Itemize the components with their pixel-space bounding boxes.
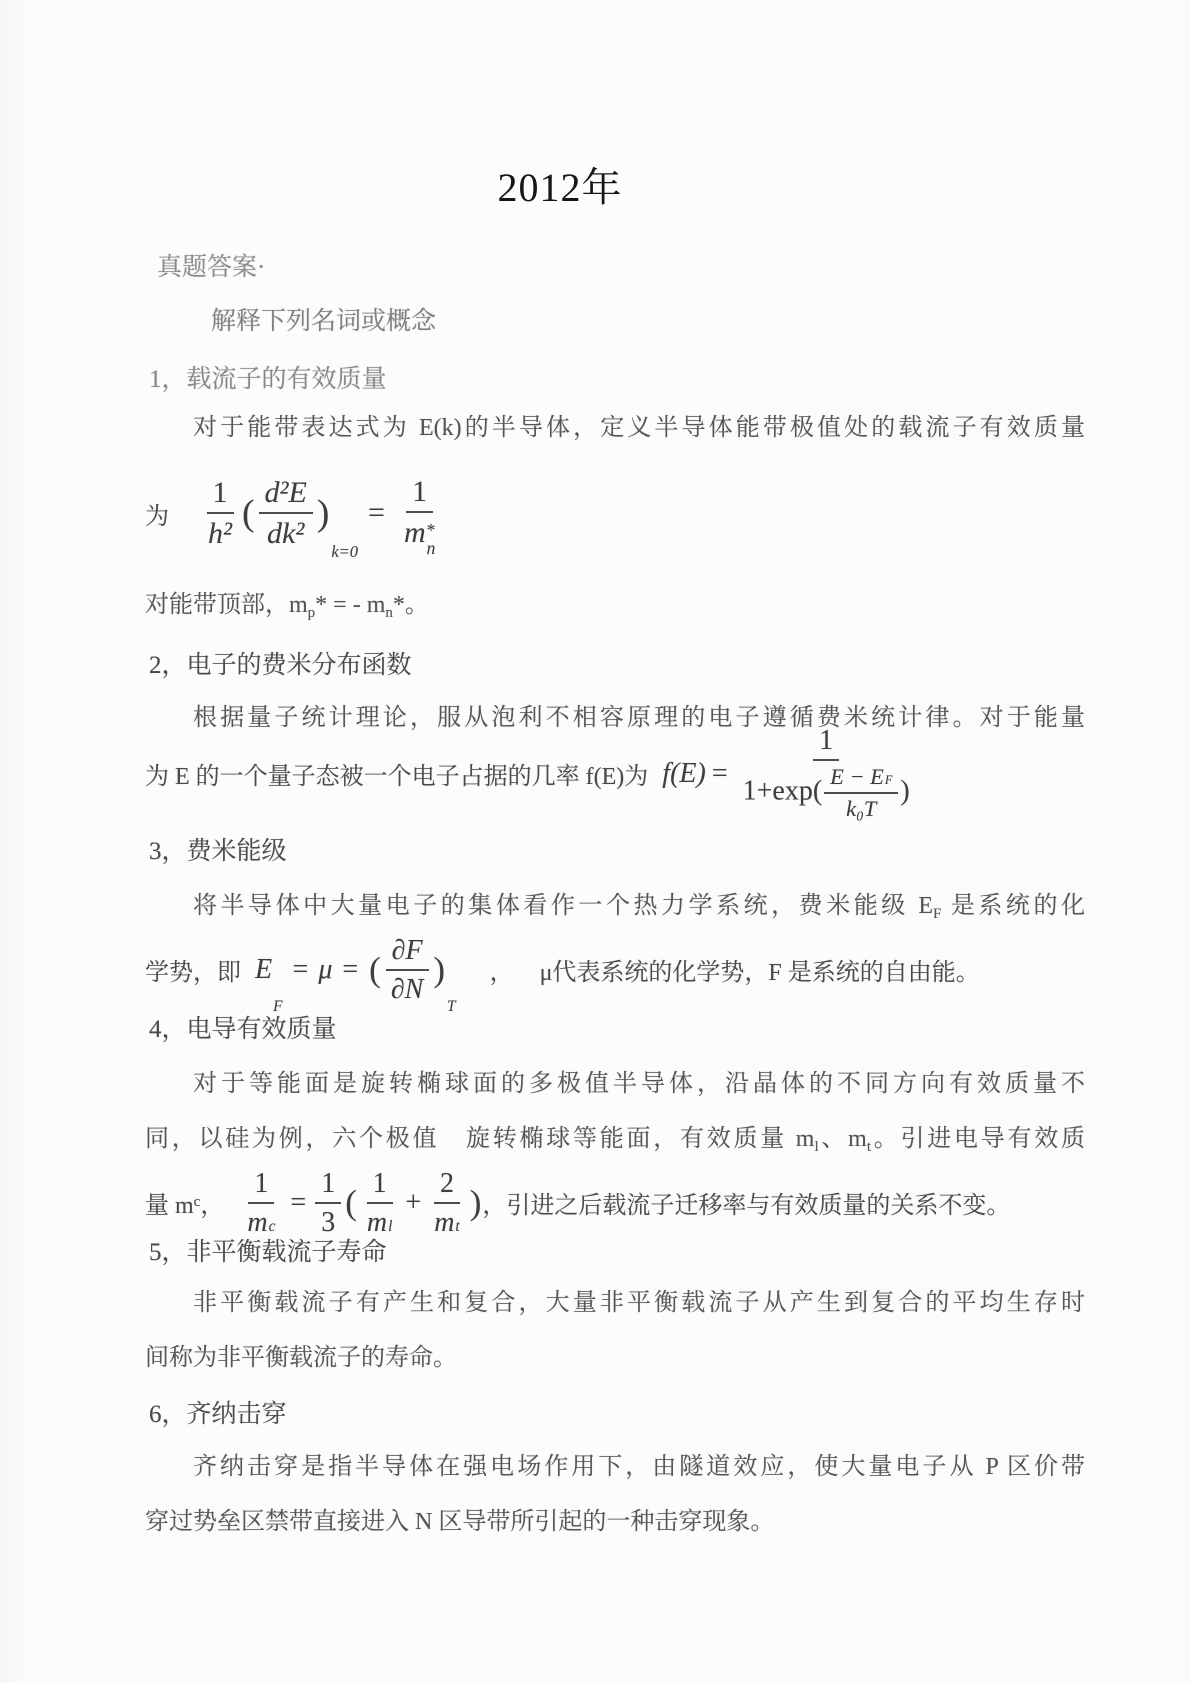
equals-sign: = bbox=[290, 1186, 307, 1218]
section-3-heading: 3，费米能级 bbox=[149, 838, 287, 865]
effective-mass-formula bbox=[199, 472, 444, 562]
T-subscript: T bbox=[447, 997, 456, 1015]
text-piece: 为 E 的一个量子态被一个电子占据的几率 f(E)为 bbox=[145, 764, 649, 790]
f-of-E: f(E) bbox=[662, 757, 706, 789]
close-paren: ) bbox=[433, 949, 445, 989]
section-5-paragraph-2: 间称为非平衡载流子的寿命。 bbox=[145, 1345, 457, 1371]
text-piece: 量 m bbox=[145, 1193, 194, 1219]
denominator: dk² bbox=[267, 517, 305, 550]
denominator bbox=[428, 1204, 466, 1241]
fraction-1-over-mc bbox=[241, 1165, 281, 1241]
section-2-paragraph-1: 根据量子统计理论，服从泡利不相容原理的电子遵循费米统计律。对于能量 bbox=[193, 705, 1085, 731]
c-subscript: c bbox=[268, 1217, 276, 1235]
text-piece: 、m bbox=[818, 1126, 867, 1152]
text-piece: *。 bbox=[392, 592, 429, 618]
fraction-main bbox=[737, 722, 916, 825]
c-subscript: c bbox=[193, 1194, 201, 1210]
plus-sign: + bbox=[405, 1186, 422, 1218]
close-paren: ) bbox=[900, 775, 910, 807]
text-piece: 对能带顶部，m bbox=[145, 592, 308, 618]
text-piece: μ代表系统的化学势，F 是系统的自由能。 bbox=[539, 960, 980, 986]
numerator: 1 bbox=[367, 1165, 393, 1204]
text-piece: 是系统的化 bbox=[941, 893, 1085, 919]
denominator: h² bbox=[208, 517, 232, 550]
numerator: 1 bbox=[315, 1165, 341, 1204]
m-symbol: m bbox=[247, 1206, 268, 1238]
section-6-paragraph-1: 齐纳击穿是指半导体在强电场作用下，由隧道效应，使大量电子从 P 区价带 bbox=[193, 1454, 1085, 1480]
equals-sign: = bbox=[342, 953, 359, 985]
formula-row-effective-mass bbox=[145, 458, 1085, 568]
text-piece: 1+exp( bbox=[742, 775, 823, 807]
text-piece: 学势，即 bbox=[145, 960, 241, 986]
numerator: 2 bbox=[434, 1165, 460, 1204]
text-piece: 。引进电导有效质 bbox=[870, 1126, 1085, 1152]
numerator: 1 bbox=[207, 473, 234, 515]
t-subscript: t bbox=[866, 1139, 871, 1155]
F-subscript: F bbox=[884, 773, 893, 787]
formula-row-conductivity-mass bbox=[145, 1167, 1085, 1238]
star-superscript: * bbox=[426, 519, 436, 540]
formula-row-fermi-distribution bbox=[145, 725, 1085, 821]
l-subscript: l bbox=[388, 1217, 393, 1235]
close-paren: ) bbox=[469, 1182, 482, 1222]
open-paren: ( bbox=[345, 1182, 357, 1222]
section-1-heading: 1，载流子的有效质量 bbox=[149, 366, 387, 393]
answers-label: 真题答案· bbox=[157, 254, 266, 281]
section-4-heading: 4，电导有效质量 bbox=[149, 1016, 337, 1043]
comma: ， bbox=[200, 1193, 225, 1219]
m-symbol: m bbox=[403, 516, 426, 550]
fermi-level-formula bbox=[255, 932, 456, 1015]
fraction-d2E-dk2 bbox=[259, 473, 313, 554]
instruction-line: 解释下列名词或概念 bbox=[211, 308, 437, 335]
mu-symbol: μ bbox=[318, 953, 333, 985]
m-symbol: m bbox=[434, 1206, 455, 1238]
text-piece: * = - m bbox=[315, 592, 386, 618]
fraction-dF-dN bbox=[385, 932, 430, 1008]
numerator: d²E bbox=[259, 473, 313, 515]
t-subscript: t bbox=[455, 1217, 460, 1235]
section-4-paragraph-1: 对于等能面是旋转椭球面的多极值半导体，沿晶体的不同方向有效质量不 bbox=[193, 1071, 1085, 1097]
section-5-paragraph-1: 非平衡载流子有产生和复合，大量非平衡载流子从产生到复合的平均生存时 bbox=[193, 1290, 1085, 1316]
fraction-1-over-3 bbox=[315, 1165, 341, 1241]
text-piece: 将半导体中大量电子的集体看作一个热力学系统，费米能级 E bbox=[193, 893, 933, 919]
m-symbol: m bbox=[366, 1206, 388, 1238]
E-symbol: E bbox=[255, 953, 273, 985]
numerator bbox=[824, 762, 898, 794]
text-piece: 同，以硅为例，六个极值 旋转椭球等能面，有效质量 m bbox=[145, 1126, 815, 1152]
fraction-1-over-h2 bbox=[202, 473, 238, 554]
F-subscript: F bbox=[273, 997, 283, 1015]
numerator: 1 bbox=[813, 722, 839, 761]
star-n-stack bbox=[427, 521, 436, 558]
equals-sign: = bbox=[711, 757, 728, 789]
section-1-paragraph-2 bbox=[145, 578, 1085, 641]
denominator bbox=[398, 513, 441, 559]
l-subscript: l bbox=[814, 1139, 819, 1155]
denominator: 3 bbox=[321, 1206, 336, 1238]
E-minus-EF: E − E bbox=[830, 764, 884, 789]
numerator: 1 bbox=[406, 472, 433, 514]
fraction-2-over-mt bbox=[428, 1165, 466, 1241]
section-1-paragraph-1: 对于能带表达式为 E(k)的半导体，定义半导体能带极值处的载流子有效质量 bbox=[193, 415, 1085, 441]
denominator bbox=[737, 761, 916, 825]
F-subscript: F bbox=[933, 906, 942, 922]
open-paren: ( bbox=[242, 492, 255, 534]
fraction-exponent bbox=[824, 762, 898, 824]
page-title: 2012年 bbox=[497, 165, 623, 210]
section-6-paragraph-2: 穿过势垒区禁带直接进入 N 区导带所引起的一种击穿现象。 bbox=[145, 1509, 775, 1535]
formula-lead-text: 为 bbox=[145, 503, 169, 530]
close-paren: ) bbox=[316, 492, 330, 534]
equals-sign: = bbox=[292, 953, 309, 985]
comma: ， bbox=[489, 960, 514, 986]
numerator: ∂F bbox=[386, 932, 429, 971]
n-subscript: n bbox=[385, 605, 393, 621]
fermi-distribution-formula bbox=[662, 722, 918, 825]
numerator: 1 bbox=[248, 1165, 274, 1204]
equals-sign: = bbox=[368, 496, 385, 529]
denominator: k₀T bbox=[846, 796, 877, 821]
fraction-1-over-mn bbox=[398, 472, 441, 559]
open-paren: ( bbox=[369, 949, 381, 989]
conductivity-mass-formula bbox=[238, 1165, 482, 1241]
section-5-heading: 5，非平衡载流子寿命 bbox=[149, 1239, 387, 1266]
denominator: ∂N bbox=[390, 973, 424, 1005]
formula-row-fermi-level bbox=[145, 934, 1085, 1015]
text-piece: ，引进之后载流子迁移率与有效质量的关系不变。 bbox=[482, 1193, 1011, 1219]
section-6-heading: 6，齐纳击穿 bbox=[149, 1401, 287, 1428]
p-subscript: p bbox=[307, 605, 316, 621]
n-subscript: n bbox=[426, 538, 436, 559]
condition-subscript: k=0 bbox=[331, 542, 359, 562]
section-2-heading: 2，电子的费米分布函数 bbox=[149, 652, 412, 679]
fraction-1-over-ml bbox=[361, 1165, 399, 1241]
